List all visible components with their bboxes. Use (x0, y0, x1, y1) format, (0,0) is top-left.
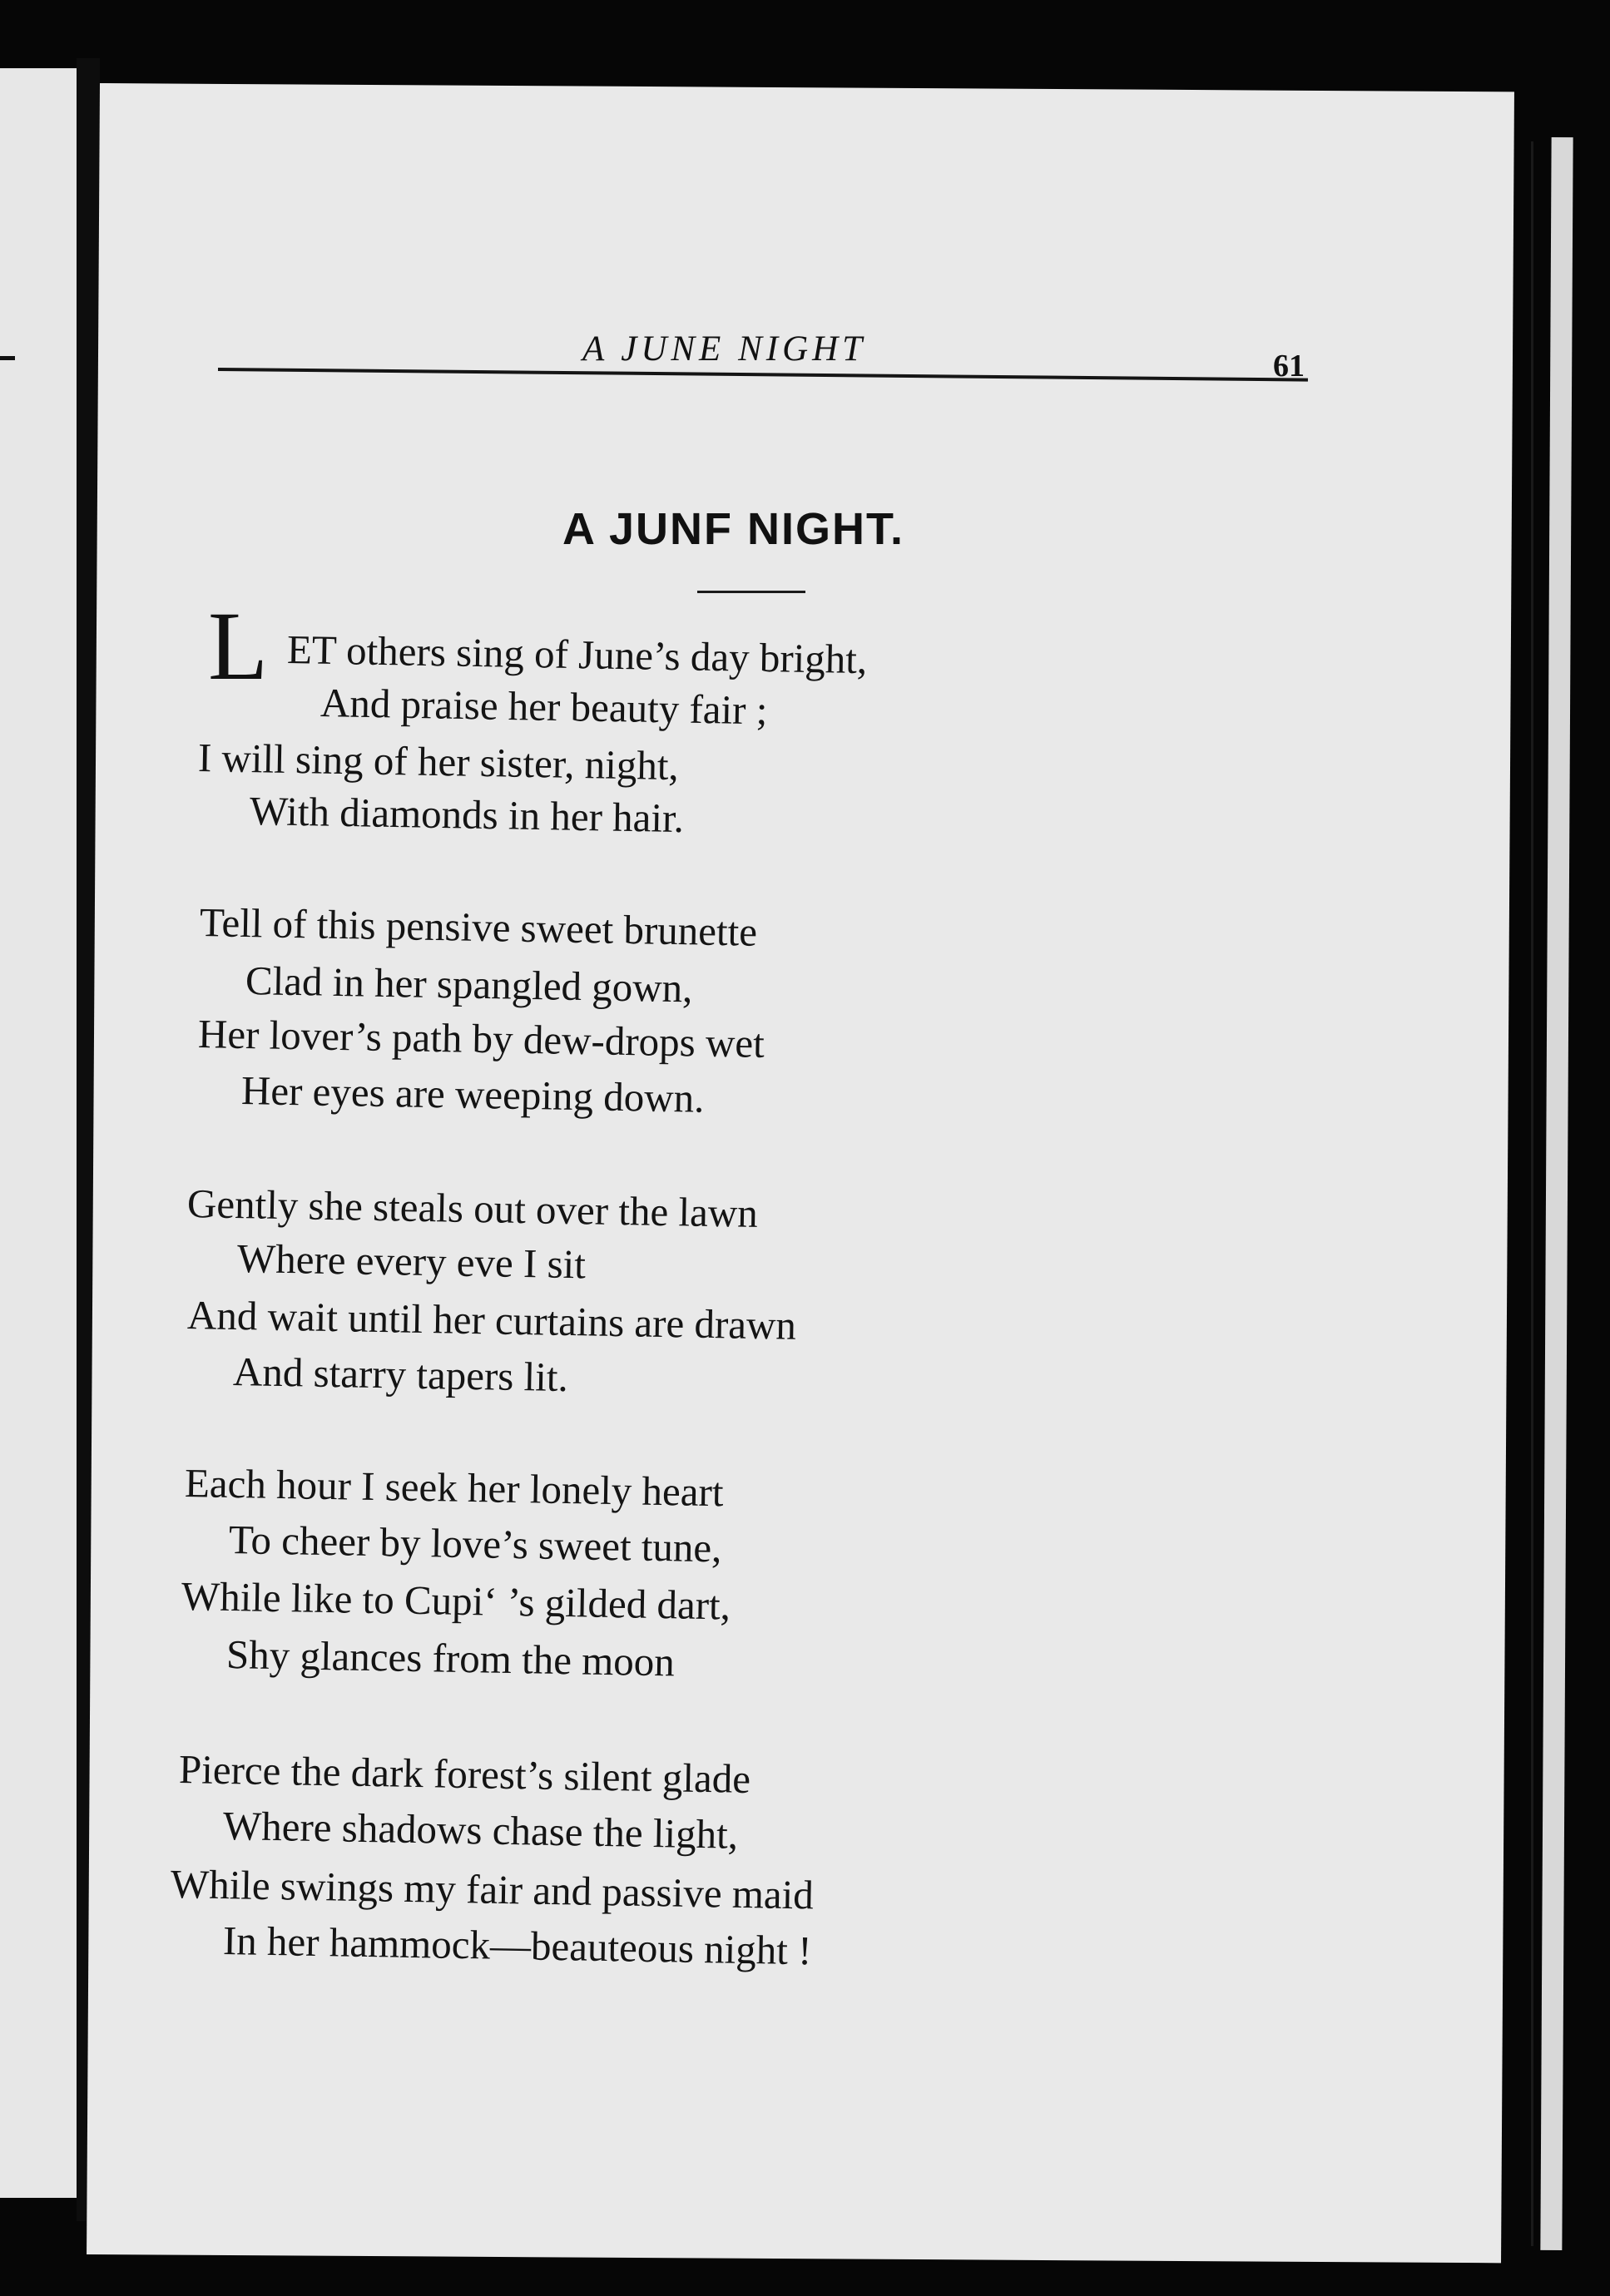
facing-page-edge (0, 68, 77, 2198)
poem-line: Where every eve I sit (236, 1235, 587, 1288)
poem-line: Tell of this pensive sweet brunette (199, 899, 758, 955)
poem-line: Where shadows chase the light, (222, 1803, 739, 1858)
running-head: A JUNE NIGHT (582, 329, 867, 369)
poem-line: Each hour I seek her lonely heart (184, 1460, 724, 1516)
poem-line: And praise her beauty fair ; (320, 680, 768, 734)
poem-line: Her eyes are weeping down. (240, 1067, 705, 1121)
poem-line: And wait until her curtains are drawn (186, 1292, 797, 1348)
page-edge-shadow (1531, 141, 1533, 2246)
poem-line: Shy glances from the moon (225, 1631, 676, 1685)
drop-cap: L (208, 591, 269, 700)
poem-line: Her lover’s path by dew-drops wet (197, 1011, 765, 1066)
poem-line: Gently she steals out over the lawn (186, 1180, 759, 1236)
poem-line: Clad in her spangled gown, (245, 957, 693, 1012)
poem-line: ET others sing of June’s day bright, (286, 626, 868, 683)
poem-line: While like to Cupi‘ ’s gilded dart, (181, 1573, 731, 1629)
poem-line: While swings my fair and passive maid (170, 1861, 815, 1918)
title-rule (697, 591, 805, 593)
poem-title: A JUNF NIGHT. (562, 504, 905, 554)
poem-line: To cheer by love’s sweet tune, (228, 1517, 722, 1571)
page-fore-edge (1540, 137, 1573, 2250)
page-number: 61 (1273, 349, 1305, 383)
poem-line: Pierce the dark forest’s silent glade (178, 1746, 751, 1802)
facing-page-mark (0, 356, 15, 360)
poem-line: And starry tapers lit. (232, 1348, 569, 1401)
poem-line: In her hammock—beauteous night ! (222, 1917, 812, 1974)
poem-line: With diamonds in her hair. (249, 788, 685, 842)
poem-line: I will sing of her sister, night, (197, 735, 680, 789)
